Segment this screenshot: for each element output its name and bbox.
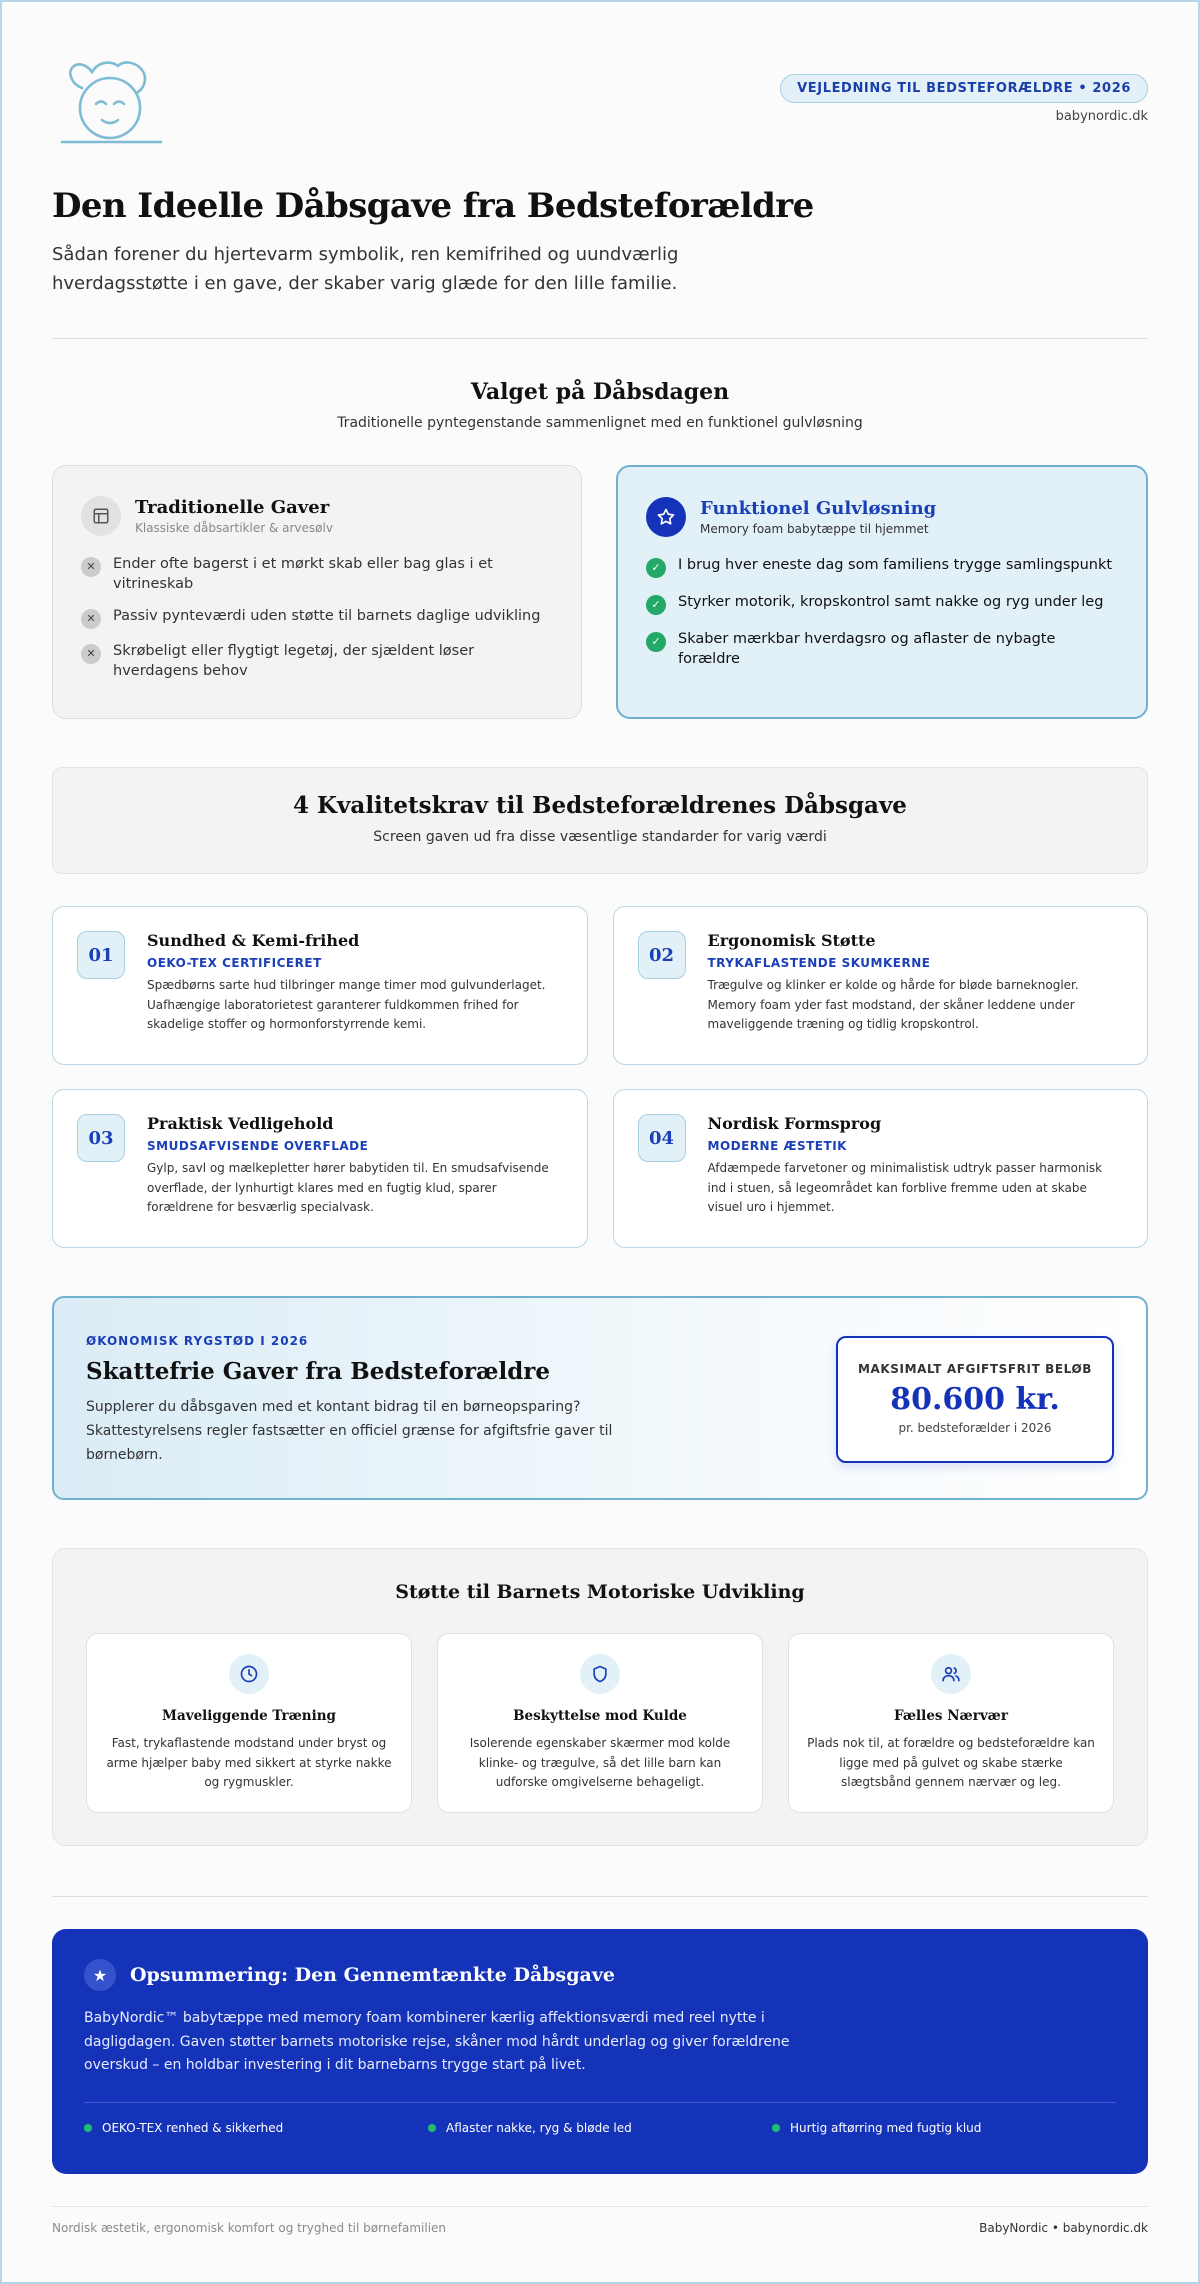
quality-subtitle: Screen gaven ud fra disse væsentlige standarder for varig værdi [373,829,827,845]
quality-card-text: Spædbørns sarte hud tilbringer mange timer mod gulvunderlaget. Uafhængige laboratorietest garanterer fuldkommen frihed for skadelige stoffer og hormonforstyrrende kemi. [147,978,546,1031]
motor-title: Støtte til Barnets Motoriske Udvikling [395,1581,805,1603]
quality-number: 01 [77,931,125,979]
quality-number: 02 [638,931,686,979]
motor-card [86,1633,412,1813]
summary-section [52,1929,1148,2174]
tax-limit-note: pr. bedsteforælder i 2026 [898,1421,1052,1435]
quality-card-tag: OEKO-TEX CERTIFICERET [147,956,322,970]
quality-card-tag: SMUDSAFVISENDE OVERFLADE [147,1139,369,1153]
summary-point: Aflaster nakke, ryg & bløde led [428,2121,772,2135]
tax-limit-box [836,1336,1114,1463]
quality-card [52,1089,588,1248]
traditional-title: Traditionelle Gaver [135,497,330,518]
clock-icon [229,1654,269,1694]
quality-card-title: Ergonomisk Støtte [707,931,876,950]
quality-card-tag: TRYKAFLASTENDE SKUMKERNE [707,956,931,970]
motor-card-title: Fælles Nærvær [894,1708,1008,1724]
motor-section [52,1548,1148,1846]
divider [84,2102,1116,2103]
quality-card-text: Afdæmpede farvetoner og minimalistisk udtryk passer harmonisk ind i stuen, så legeområdet kan forblive fremme uden at skabe visuel uro i hjemmet. [707,1161,1103,1214]
quality-card [52,906,588,1065]
quality-card-tag: MODERNE ÆSTETIK [707,1139,847,1153]
cross-icon: ✕ [81,609,101,629]
star-icon: ★ [84,1959,116,1991]
traditional-subtitle: Klassiske dåbsartikler & arvesølv [135,521,333,535]
quality-section [52,767,1148,1248]
check-icon: ✓ [646,632,666,652]
quality-card-title: Nordisk Formsprog [707,1114,882,1133]
tax-text: Supplerer du dåbsgaven med et kontant bidrag til en børneopsparing? Skattestyrelsens regler fastsætter en officiel grænse for afgiftsfrie gaver til børnebørn. [86,1399,613,1463]
star-icon [646,497,686,537]
functional-title: Funktionel Gulvløsning [700,498,937,519]
shield-icon [580,1654,620,1694]
quality-number: 03 [77,1114,125,1162]
quality-number: 04 [638,1114,686,1162]
motor-card-text: Fast, trykaflastende modstand under bryst og arme hjælper baby med sikkert at styrke nakke og rygmuskler. [106,1736,392,1789]
guide-badge: VEJLEDNING TIL BEDSTEFORÆLDRE • 2026 [780,74,1148,103]
summary-title: Opsummering: Den Gennemtænkte Dåbsgave [130,1964,615,1986]
tax-title: Skattefrie Gaver fra Bedsteforældre [86,1358,551,1385]
comparison-section [52,379,1148,719]
traditional-gifts-card [52,465,582,719]
quality-card-title: Praktisk Vedligehold [147,1114,334,1133]
functional-subtitle: Memory foam babytæppe til hjemmet [700,522,929,536]
summary-point: Hurtig aftørring med fugtig klud [772,2121,1116,2135]
quality-header [52,767,1148,874]
motor-card-title: Beskyttelse mod Kulde [513,1708,687,1724]
motor-card-title: Maveliggende Træning [162,1708,336,1724]
bullet-dot [84,2124,92,2132]
motor-card-text: Isolerende egenskaber skærmer mod kolde klinke- og trægulve, så det lille barn kan udforske omgivelserne behageligt. [469,1736,731,1789]
comparison-title: Valget på Dåbsdagen [470,379,730,405]
check-icon: ✓ [646,595,666,615]
divider [52,1896,1148,1897]
quality-card-title: Sundhed & Kemi-frihed [147,931,360,950]
cross-icon: ✕ [81,557,101,577]
divider [52,338,1148,339]
users-icon [931,1654,971,1694]
footer-tagline: Nordisk æstetik, ergonomisk komfort og tryghed til børnefamilien [52,2221,447,2235]
quality-card [613,906,1149,1065]
tax-section [52,1296,1148,1500]
intro-lead: Sådan forener du hjertevarm symbolik, ren kemifrihed og uundværlig hverdagsstøtte i en gave, der skaber varig glæde for den lille familie. [52,244,679,294]
list-item: ✓ Skaber mærkbar hverdagsro og aflaster de nybagte forældre [646,629,1118,669]
site-url[interactable]: babynordic.dk [1055,109,1148,124]
tax-limit-value: 80.600 kr. [890,1382,1060,1417]
tax-kicker: ØKONOMISK RYGSTØD I 2026 [86,1334,309,1348]
bullet-dot [428,2124,436,2132]
list-item: ✓ Styrker motorik, kropskontrol samt nakke og ryg under leg [646,592,1118,615]
list-item: ✕ Passiv pynteværdi uden støtte til barnets daglige udvikling [81,606,553,629]
baby-face-logo [58,58,162,144]
check-icon: ✓ [646,558,666,578]
footer-brand-link[interactable]: BabyNordic • babynordic.dk [979,2221,1148,2235]
quality-card [613,1089,1149,1248]
tax-limit-label: MAKSIMALT AFGIFTSFRIT BELØB [857,1362,1093,1376]
header [52,2,1148,162]
motor-card-text: Plads nok til, at forældre og bedsteforældre kan ligge med på gulvet og skabe stærke slægtsbånd gennem nærvær og leg. [807,1736,1095,1789]
quality-title: 4 Kvalitetskrav til Bedsteforældrenes Dåbsgave [293,792,907,819]
quality-card-text: Trægulve og klinker er kolde og hårde for bløde barneknogler. Memory foam yder fast modstand, der skåner leddene under maveliggende træning og tidlig kropskontrol. [707,978,1079,1031]
functional-floor-card [616,465,1148,719]
list-item: ✕ Ender ofte bagerst i et mørkt skab eller bag glas i et vitrineskab [81,554,553,594]
summary-point: OEKO-TEX renhed & sikkerhed [84,2121,428,2135]
summary-text: BabyNordic™ babytæppe med memory foam kombinerer kærlig affektionsværdi med reel nytte i dagligdagen. Gaven støtter barnets motoriske rejse, skåner mod hårdt underlag og giver forældrene overskud – en holdbar investering i dit barnebarns trygge start på livet. [84,2010,790,2073]
bullet-dot [772,2124,780,2132]
quality-card-text: Gylp, savl og mælkepletter hører babytiden til. En smudsafvisende overflade, der lynhurtigt klares med en fugtig klud, sparer forældrene for besværlig specialvask. [147,1161,549,1214]
page-title: Den Ideelle Dåbsgave fra Bedsteforældre [52,186,814,226]
header-meta [780,74,1148,124]
motor-card [788,1633,1114,1813]
cross-icon: ✕ [81,644,101,664]
footer [52,2221,1148,2235]
comparison-subtitle: Traditionelle pyntegenstande sammenlignet med en funktionel gulvløsning [337,415,863,431]
list-item: ✓ I brug hver eneste dag som familiens trygge samlingspunkt [646,555,1118,578]
divider [52,2206,1148,2207]
summary-points [84,2121,1116,2135]
list-item: ✕ Skrøbeligt eller flygtigt legetøj, der sjældent løser hverdagens behov [81,641,553,681]
layout-icon [81,496,121,536]
motor-card [437,1633,763,1813]
